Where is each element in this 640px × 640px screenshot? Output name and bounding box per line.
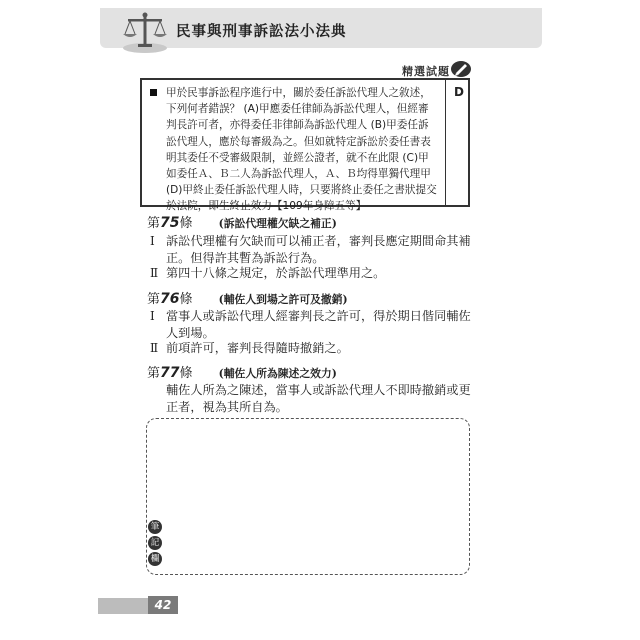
paragraph-mark: Ⅰ xyxy=(150,234,155,248)
section-label: 精選試題 xyxy=(402,65,450,78)
scales-of-justice-icon xyxy=(118,10,172,54)
article-number: 75 xyxy=(160,215,180,231)
article-heading xyxy=(147,362,337,381)
paragraph-text: 當事人或訴訟代理人經審判長之許可，得於期日偕同輔佐人到場。 xyxy=(166,309,471,340)
notes-box xyxy=(146,418,470,575)
article-heading xyxy=(147,288,348,307)
paragraph-mark: Ⅱ xyxy=(150,341,159,355)
notes-badge: 欄 xyxy=(148,552,162,566)
question-text: 甲於民事訴訟程序進行中，關於委任訴訟代理人之敘述，下列何者錯誤？ (A)甲應委任律師為訴訟代理人，但經審判長許可者，亦得委任非律師為訴訟代理人 (B)甲委任訴訟代理人，應於每審級為之。但如就特定訴訟於委任書表明其委任不受審級限制，並經公證者，就不在此限 (C)甲如委任Ａ、Ｂ二人為訴訟代理人，Ａ、Ｂ均得單獨代理甲 (D)甲終止委任訴訟代理人時，只要將終止委任之書狀提交於法院，即生終止效力【109年身障五等】 xyxy=(166,87,437,213)
book-title: 民事與刑事訴訟法小法典 xyxy=(176,24,347,40)
answer-value: D xyxy=(454,85,464,99)
notes-badge: 記 xyxy=(148,536,162,550)
article-topic: (輔佐人所為陳述之效力) xyxy=(218,367,337,380)
paragraph-text: 前項許可，審判長得隨時撤銷之。 xyxy=(166,341,349,355)
pen-icon xyxy=(450,60,472,78)
article-heading xyxy=(147,212,337,231)
article-topic: (訴訟代理權欠缺之補正) xyxy=(218,217,337,230)
article-topic: (輔佐人到場之許可及撤銷) xyxy=(218,293,348,306)
article-suffix: 條 xyxy=(179,216,193,231)
paragraph-mark: Ⅰ xyxy=(150,309,155,323)
article-number: 76 xyxy=(160,291,180,307)
paragraph-mark: Ⅱ xyxy=(150,266,159,280)
exam-question-box xyxy=(140,78,470,213)
article-suffix: 條 xyxy=(179,292,193,307)
article-prefix: 第 xyxy=(147,366,161,381)
page-number: 42 xyxy=(148,596,178,614)
article-number: 77 xyxy=(160,365,180,381)
notes-badge: 筆 xyxy=(148,520,162,534)
paragraph-text: 訴訟代理權有欠缺而可以補正者，審判長應定期間命其補正。但得許其暫為訴訟行為。 xyxy=(166,234,471,265)
paragraph-text: 第四十八條之規定，於訴訟代理準用之。 xyxy=(166,266,386,280)
bullet-icon xyxy=(150,89,157,96)
article-suffix: 條 xyxy=(179,366,193,381)
article-prefix: 第 xyxy=(147,292,161,307)
paragraph-text: 輔佐人所為之陳述，當事人或訴訟代理人不即時撤銷或更正者，視為其所自為。 xyxy=(166,383,471,414)
article-prefix: 第 xyxy=(147,216,161,231)
